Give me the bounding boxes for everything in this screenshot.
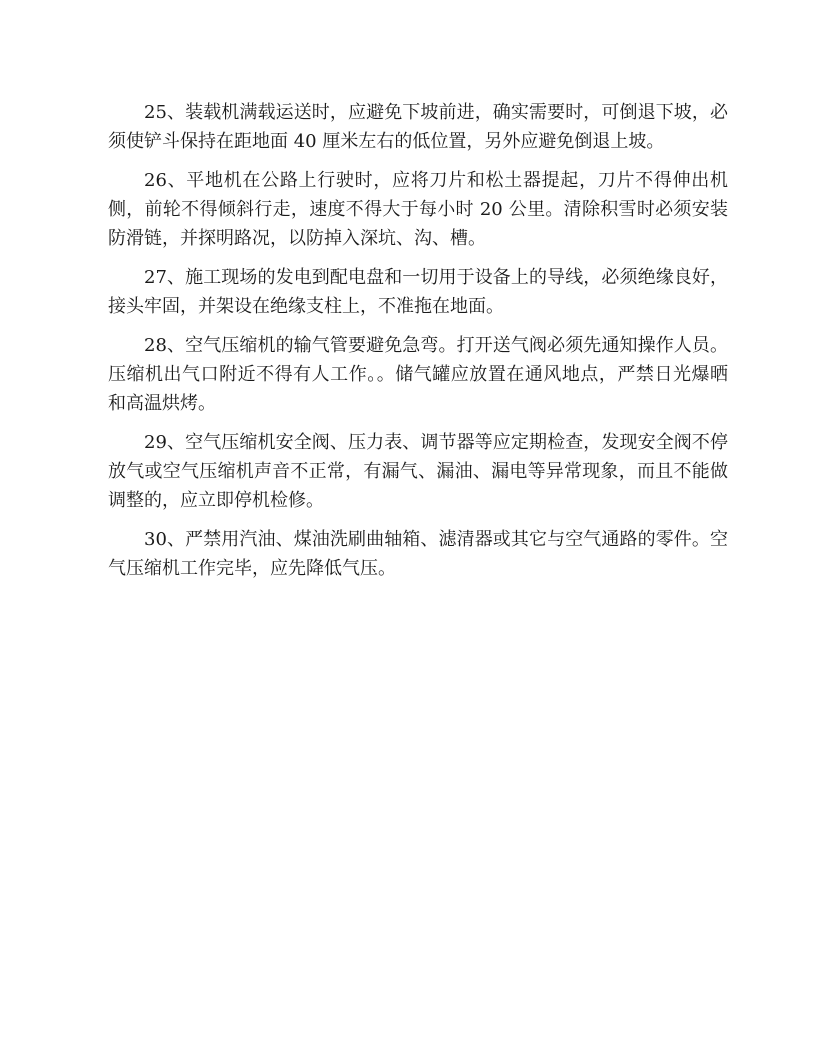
paragraph-28: 28、空气压缩机的输气管要避免急弯。打开送气阀必须先通知操作人员。压缩机出气口附近不得有人工作。。储气罐应放置在通风地点，严禁日光爆晒和高温烘烤。 — [108, 335, 728, 414]
paragraph-30: 30、严禁用汽油、煤油洗刷曲轴箱、滤清器或其它与空气通路的零件。空气压缩机工作完毕，应先降低气压。 — [108, 529, 728, 579]
paragraph-25: 25、装载机满载运送时，应避免下坡前进，确实需要时，可倒退下坡，必须使铲斗保持在距地面 40 厘米左右的低位置，另外应避免倒退上坡。 — [108, 102, 728, 152]
paragraph-27: 27、施工现场的发电到配电盘和一切用于设备上的导线，必须绝缘良好，接头牢固，并架设在绝缘支柱上，不准拖在地面。 — [108, 267, 728, 317]
paragraph-29: 29、空气压缩机安全阀、压力表、调节器等应定期检查，发现安全阀不停放气或空气压缩机声音不正常，有漏气、漏油、漏电等异常现象，而且不能做调整的，应立即停机检修。 — [108, 432, 728, 511]
paragraph-26: 26、平地机在公路上行驶时，应将刀片和松土器提起，刀片不得伸出机侧，前轮不得倾斜行走，速度不得大于每小时 20 公里。清除积雪时必须安装防滑链，并探明路况，以防掉入深坑、沟、槽。 — [108, 170, 728, 249]
document-body — [108, 98, 728, 593]
